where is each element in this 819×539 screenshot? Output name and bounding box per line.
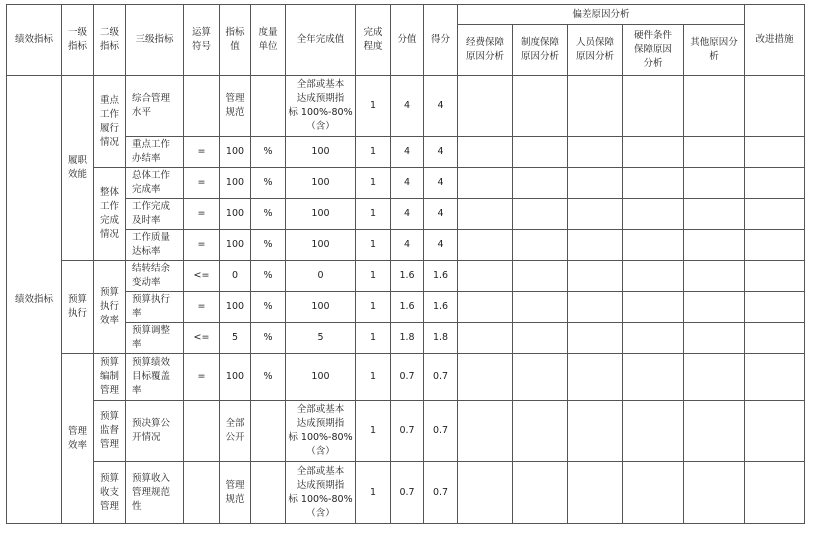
cell-dev-hardware <box>623 401 684 462</box>
cell-dev-funding <box>458 137 513 168</box>
header-deviation-group: 偏差原因分析 <box>458 5 745 25</box>
cell-unit: % <box>251 323 286 354</box>
cell-dev-funding <box>458 76 513 137</box>
cell-improvement <box>745 354 805 401</box>
cell-dev-personnel <box>568 401 623 462</box>
cell-completion: 1 <box>356 168 391 199</box>
cell-operator: = <box>184 354 220 401</box>
cell-dev-other <box>684 230 745 261</box>
cell-dev-personnel <box>568 292 623 323</box>
cell-completion: 1 <box>356 199 391 230</box>
cell-operator <box>184 401 220 462</box>
cell-dev-personnel <box>568 137 623 168</box>
header-operator: 运算 符号 <box>184 5 220 76</box>
table-row <box>7 168 805 199</box>
cell-score: 4 <box>424 137 458 168</box>
header-level2: 二级 指标 <box>94 5 126 76</box>
cell-level3: 总体工作 完成率 <box>126 168 184 199</box>
header-dev-funding: 经费保障 原因分析 <box>458 25 513 76</box>
performance-indicator-table <box>6 4 805 524</box>
header-dev-system: 制度保障 原因分析 <box>513 25 568 76</box>
header-dev-hardware: 硬件条件 保障原因 分析 <box>623 25 684 76</box>
cell-annual-value: 100 <box>286 292 356 323</box>
cell-target: 5 <box>220 323 251 354</box>
group-level1-mgmt: 管理 效率 <box>62 354 94 524</box>
cell-dev-funding <box>458 292 513 323</box>
cell-unit: % <box>251 137 286 168</box>
cell-level3: 结转结余 变动率 <box>126 261 184 292</box>
cell-completion: 1 <box>356 137 391 168</box>
cell-completion: 1 <box>356 323 391 354</box>
cell-unit: % <box>251 230 286 261</box>
cell-dev-personnel <box>568 323 623 354</box>
cell-score: 1.6 <box>424 292 458 323</box>
cell-unit <box>251 401 286 462</box>
cell-level3: 工作完成 及时率 <box>126 199 184 230</box>
cell-operator: = <box>184 137 220 168</box>
header-annual-value: 全年完成值 <box>286 5 356 76</box>
cell-dev-personnel <box>568 168 623 199</box>
cell-dev-hardware <box>623 76 684 137</box>
cell-dev-other <box>684 292 745 323</box>
cell-dev-hardware <box>623 230 684 261</box>
cell-dev-hardware <box>623 261 684 292</box>
cell-improvement <box>745 230 805 261</box>
cell-dev-other <box>684 462 745 524</box>
cell-level3: 预算绩效 目标覆盖 率 <box>126 354 184 401</box>
cell-dev-other <box>684 401 745 462</box>
cell-dev-hardware <box>623 354 684 401</box>
cell-target: 100 <box>220 292 251 323</box>
cell-completion: 1 <box>356 292 391 323</box>
cell-dev-funding <box>458 168 513 199</box>
group-level2-budget-prep: 预算 编制 管理 <box>94 354 126 401</box>
cell-annual-value: 全部或基本 达成预期指 标 100%-80% （含） <box>286 462 356 524</box>
cell-score-value: 4 <box>391 230 424 261</box>
cell-score-value: 1.8 <box>391 323 424 354</box>
cell-score: 1.8 <box>424 323 458 354</box>
table-row <box>7 137 805 168</box>
cell-completion: 1 <box>356 230 391 261</box>
table-row <box>7 230 805 261</box>
cell-completion: 1 <box>356 261 391 292</box>
cell-dev-other <box>684 354 745 401</box>
group-level1-duty: 履职 效能 <box>62 76 94 261</box>
cell-dev-system <box>513 199 568 230</box>
cell-dev-hardware <box>623 137 684 168</box>
cell-annual-value: 5 <box>286 323 356 354</box>
group-level1-budget: 预算 执行 <box>62 261 94 354</box>
cell-dev-funding <box>458 401 513 462</box>
cell-target: 100 <box>220 168 251 199</box>
header-unit: 度量 单位 <box>251 5 286 76</box>
group-level2-overall-work: 整体 工作 完成 情况 <box>94 168 126 261</box>
cell-annual-value: 100 <box>286 230 356 261</box>
header-score: 得分 <box>424 5 458 76</box>
cell-annual-value: 0 <box>286 261 356 292</box>
cell-dev-funding <box>458 323 513 354</box>
cell-unit: % <box>251 292 286 323</box>
cell-dev-hardware <box>623 199 684 230</box>
cell-annual-value: 100 <box>286 354 356 401</box>
cell-level3: 重点工作 办结率 <box>126 137 184 168</box>
cell-completion: 1 <box>356 462 391 524</box>
cell-annual-value: 100 <box>286 168 356 199</box>
cell-score-value: 4 <box>391 199 424 230</box>
cell-dev-system <box>513 168 568 199</box>
table-row <box>7 462 805 524</box>
cell-level3: 预算执行 率 <box>126 292 184 323</box>
cell-unit <box>251 462 286 524</box>
cell-dev-funding <box>458 462 513 524</box>
table-row <box>7 76 805 137</box>
header-score-value: 分值 <box>391 5 424 76</box>
cell-score-value: 4 <box>391 168 424 199</box>
cell-score-value: 4 <box>391 137 424 168</box>
header-completion: 完成 程度 <box>356 5 391 76</box>
cell-operator: = <box>184 230 220 261</box>
cell-dev-system <box>513 401 568 462</box>
table-row <box>7 261 805 292</box>
cell-dev-other <box>684 323 745 354</box>
cell-dev-personnel <box>568 462 623 524</box>
cell-dev-hardware <box>623 462 684 524</box>
cell-level3: 预算收入 管理规范 性 <box>126 462 184 524</box>
cell-dev-personnel <box>568 354 623 401</box>
cell-operator: <= <box>184 261 220 292</box>
cell-unit: % <box>251 168 286 199</box>
cell-dev-hardware <box>623 323 684 354</box>
table-row <box>7 323 805 354</box>
cell-dev-funding <box>458 354 513 401</box>
cell-score: 4 <box>424 230 458 261</box>
table-row <box>7 292 805 323</box>
cell-score-value: 1.6 <box>391 292 424 323</box>
cell-dev-funding <box>458 261 513 292</box>
cell-dev-system <box>513 261 568 292</box>
cell-dev-personnel <box>568 199 623 230</box>
cell-target: 管理 规范 <box>220 76 251 137</box>
cell-dev-other <box>684 76 745 137</box>
header-level3: 三级指标 <box>126 5 184 76</box>
table-row <box>7 401 805 462</box>
group-level2-budget-exec: 预算 执行 效率 <box>94 261 126 354</box>
cell-score: 4 <box>424 199 458 230</box>
cell-annual-value: 全部或基本 达成预期指 标 100%-80% （含） <box>286 401 356 462</box>
cell-improvement <box>745 76 805 137</box>
cell-score: 0.7 <box>424 401 458 462</box>
cell-completion: 1 <box>356 401 391 462</box>
cell-dev-funding <box>458 199 513 230</box>
cell-level3: 综合管理 水平 <box>126 76 184 137</box>
cell-dev-system <box>513 323 568 354</box>
cell-operator: = <box>184 168 220 199</box>
cell-operator <box>184 76 220 137</box>
cell-level3: 预算调整 率 <box>126 323 184 354</box>
cell-operator <box>184 462 220 524</box>
cell-dev-hardware <box>623 292 684 323</box>
cell-score: 4 <box>424 76 458 137</box>
cell-dev-system <box>513 354 568 401</box>
group-perf-indicator: 绩效指标 <box>7 76 62 524</box>
cell-dev-system <box>513 230 568 261</box>
cell-operator: = <box>184 292 220 323</box>
cell-score: 0.7 <box>424 462 458 524</box>
table-container <box>6 4 805 524</box>
cell-dev-other <box>684 168 745 199</box>
group-level2-key-work: 重点 工作 履行 情况 <box>94 76 126 168</box>
cell-operator: = <box>184 199 220 230</box>
header-dev-personnel: 人员保障 原因分析 <box>568 25 623 76</box>
cell-target: 100 <box>220 199 251 230</box>
cell-improvement <box>745 137 805 168</box>
cell-target: 100 <box>220 230 251 261</box>
cell-dev-system <box>513 137 568 168</box>
cell-dev-system <box>513 462 568 524</box>
cell-annual-value: 全部或基本 达成预期指 标 100%-80% （含） <box>286 76 356 137</box>
header-target: 指标 值 <box>220 5 251 76</box>
group-level2-budget-supervise: 预算 监督 管理 <box>94 401 126 462</box>
cell-dev-other <box>684 137 745 168</box>
header-row-1 <box>7 5 805 25</box>
cell-unit: % <box>251 261 286 292</box>
cell-target: 100 <box>220 354 251 401</box>
cell-improvement <box>745 168 805 199</box>
cell-score-value: 0.7 <box>391 354 424 401</box>
cell-dev-other <box>684 199 745 230</box>
cell-annual-value: 100 <box>286 199 356 230</box>
cell-improvement <box>745 462 805 524</box>
cell-score-value: 0.7 <box>391 401 424 462</box>
cell-dev-personnel <box>568 261 623 292</box>
cell-score: 4 <box>424 168 458 199</box>
header-dev-other: 其他原因分 析 <box>684 25 745 76</box>
cell-unit: % <box>251 199 286 230</box>
cell-target: 管理 规范 <box>220 462 251 524</box>
cell-dev-personnel <box>568 230 623 261</box>
cell-score-value: 0.7 <box>391 462 424 524</box>
cell-completion: 1 <box>356 76 391 137</box>
cell-target: 100 <box>220 137 251 168</box>
cell-level3: 工作质量 达标率 <box>126 230 184 261</box>
cell-improvement <box>745 323 805 354</box>
cell-unit: % <box>251 354 286 401</box>
header-level1: 一级 指标 <box>62 5 94 76</box>
cell-dev-system <box>513 292 568 323</box>
cell-target: 0 <box>220 261 251 292</box>
cell-level3: 预决算公 开情况 <box>126 401 184 462</box>
cell-completion: 1 <box>356 354 391 401</box>
cell-score: 0.7 <box>424 354 458 401</box>
cell-improvement <box>745 292 805 323</box>
cell-dev-funding <box>458 230 513 261</box>
group-level2-budget-income: 预算 收支 管理 <box>94 462 126 524</box>
cell-annual-value: 100 <box>286 137 356 168</box>
header-perf-indicator: 绩效指标 <box>7 5 62 76</box>
header-improvement: 改进措施 <box>745 5 805 76</box>
cell-unit <box>251 76 286 137</box>
cell-improvement <box>745 199 805 230</box>
cell-score-value: 1.6 <box>391 261 424 292</box>
cell-dev-personnel <box>568 76 623 137</box>
cell-score: 1.6 <box>424 261 458 292</box>
table-row <box>7 354 805 401</box>
cell-target: 全部 公开 <box>220 401 251 462</box>
cell-operator: <= <box>184 323 220 354</box>
cell-improvement <box>745 401 805 462</box>
cell-dev-other <box>684 261 745 292</box>
table-row <box>7 199 805 230</box>
cell-score-value: 4 <box>391 76 424 137</box>
cell-dev-system <box>513 76 568 137</box>
cell-dev-hardware <box>623 168 684 199</box>
cell-improvement <box>745 261 805 292</box>
